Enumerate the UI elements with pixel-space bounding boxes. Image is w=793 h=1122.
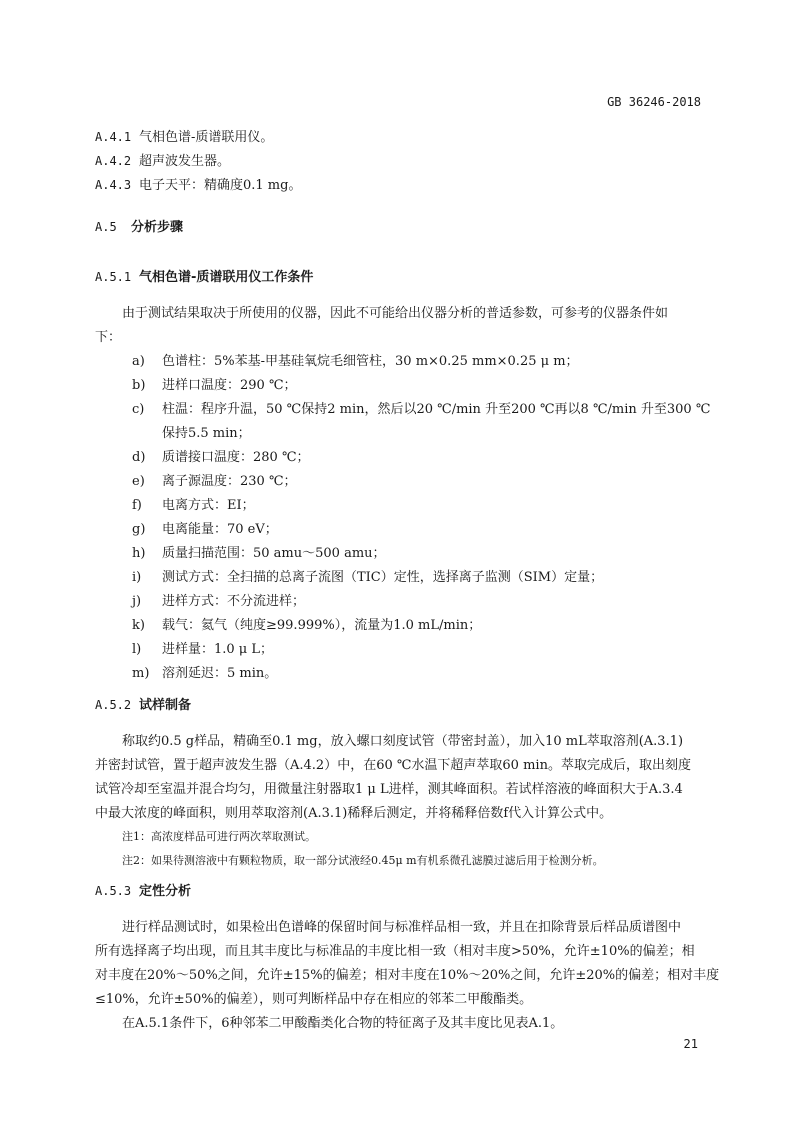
para-line: 在A.5.1条件下，6种邻苯二甲酸酯类化合物的特征离子及其丰度比见表A.1。 <box>122 1016 564 1031</box>
heading-a52 <box>95 694 191 713</box>
clause-number: A.4.1 <box>95 130 132 144</box>
para-line: 并密封试管，置于超声波发生器（A.4.2）中，在60 ℃水温下超声萃取60 min。萃取完成后，取出刻度 <box>95 758 691 773</box>
list-marker: i) <box>132 570 142 585</box>
clause-text: 电子天平：精确度0.1 mg。 <box>139 178 302 193</box>
list-item-k <box>132 614 481 633</box>
list-text: 进样方式：不分流进样； <box>162 594 306 609</box>
list-marker: c) <box>132 402 145 417</box>
clause-number: A.4.2 <box>95 154 132 168</box>
list-text: 测试方式：全扫描的总离子流图（TIC）定性，选择离子监测（SIM）定量； <box>162 570 604 585</box>
list-marker: h) <box>132 546 146 561</box>
heading-number: A.5.2 <box>95 698 132 712</box>
list-text: 柱温：程序升温，50 ℃保持2 min，然后以20 ℃/min 升至200 ℃再以8 ℃/min 升至300 ℃ <box>162 402 711 417</box>
list-item-m <box>132 662 277 681</box>
heading-number: A.5 <box>95 220 117 234</box>
list-marker: k) <box>132 618 145 633</box>
list-text: 离子源温度：230 ℃； <box>162 474 297 489</box>
list-text: 质量扫描范围：50 amu～500 amu； <box>162 546 386 561</box>
list-item-c <box>132 398 710 417</box>
list-item-d <box>132 446 310 465</box>
para-line: 中最大浓度的峰面积，则用萃取溶剂(A.3.1)稀释后测定，并将稀释倍数f代入计算公式中。 <box>95 806 613 821</box>
list-text: 电离方式：EI； <box>162 498 255 513</box>
list-text: 进样量：1.0 μ L； <box>162 642 274 657</box>
list-marker: m) <box>132 666 150 681</box>
list-marker: a) <box>132 354 145 369</box>
intro-line-2: 下： <box>95 330 122 345</box>
list-item-c-continuation: 保持5.5 min； <box>162 426 251 441</box>
list-text: 质谱接口温度：280 ℃； <box>162 450 310 465</box>
list-text: 电离能量：70 eV； <box>162 522 278 537</box>
para-line: 试管冷却至室温并混合均匀，用微量注射器取1 μ L进样，测其峰面积。若试样溶液的峰面积大于A.3.4 <box>95 782 683 797</box>
list-item-i <box>132 566 603 585</box>
note-2: 注2：如果待测溶液中有颗粒物质，取一部分试液经0.45μ m有机系微孔滤膜过滤后用于检测分析。 <box>122 854 604 867</box>
list-item-h <box>132 542 386 561</box>
list-item-b <box>132 374 297 393</box>
clause-number: A.4.3 <box>95 178 132 192</box>
list-item-e <box>132 470 297 489</box>
list-item-l <box>132 638 273 657</box>
heading-a51 <box>95 266 313 285</box>
list-text: 色谱柱：5%苯基-甲基硅氧烷毛细管柱，30 m×0.25 mm×0.25 μ m； <box>162 354 579 369</box>
para-line: 进行样品测试时，如果检出色谱峰的保留时间与标准样品相一致，并且在扣除背景后样品质谱图中 <box>122 920 682 935</box>
list-item-f <box>132 494 255 513</box>
para-line: 对丰度在20%～50%之间，允许±15%的偏差；相对丰度在10%～20%之间，允许±20%的偏差；相对丰度 <box>95 968 720 983</box>
heading-a5 <box>95 216 183 235</box>
list-marker: l) <box>132 642 142 657</box>
list-marker: b) <box>132 378 146 393</box>
list-marker: e) <box>132 474 145 489</box>
list-item-j <box>132 590 305 609</box>
para-line: ≤10%，允许±50%的偏差），则可判断样品中存在相应的邻苯二甲酸酯类。 <box>95 992 533 1007</box>
note-1: 注1：高浓度样品可进行两次萃取测试。 <box>122 830 316 843</box>
clause-a43 <box>95 174 301 193</box>
heading-title: 定性分析 <box>139 884 192 899</box>
list-text: 载气：氦气（纯度≥99.999%），流量为1.0 mL/min； <box>162 618 482 633</box>
para-line: 称取约0.5 g样品，精确至0.1 mg，放入螺口刻度试管（带密封盖），加入10 mL萃取溶剂(A.3.1) <box>122 734 684 749</box>
list-marker: j) <box>132 594 142 609</box>
page-number: 21 <box>683 1037 698 1051</box>
clause-text: 气相色谱-质谱联用仪。 <box>139 130 274 145</box>
heading-title: 试样制备 <box>139 698 192 713</box>
clause-text: 超声波发生器。 <box>139 154 231 169</box>
list-item-a <box>132 350 579 369</box>
list-marker: d) <box>132 450 146 465</box>
heading-number: A.5.1 <box>95 270 132 284</box>
heading-number: A.5.3 <box>95 884 132 898</box>
list-marker: f) <box>132 498 142 513</box>
list-item-g <box>132 518 278 537</box>
clause-a42 <box>95 150 230 169</box>
clause-a41 <box>95 126 273 145</box>
list-text: 溶剂延迟：5 min。 <box>162 666 278 681</box>
heading-a53 <box>95 880 191 899</box>
list-text: 进样口温度：290 ℃； <box>162 378 297 393</box>
intro-line-1: 由于测试结果取决于所使用的仪器，因此不可能给出仪器分析的普适参数，可参考的仪器条件如 <box>122 306 669 321</box>
standard-number: GB 36246-2018 <box>607 95 701 109</box>
para-line: 所有选择离子均出现，而且其丰度比与标准品的丰度比相一致（相对丰度>50%，允许±10%的偏差；相 <box>95 944 695 959</box>
heading-title: 气相色谱-质谱联用仪工作条件 <box>139 270 314 285</box>
list-marker: g) <box>132 522 146 537</box>
heading-title: 分析步骤 <box>131 220 184 235</box>
